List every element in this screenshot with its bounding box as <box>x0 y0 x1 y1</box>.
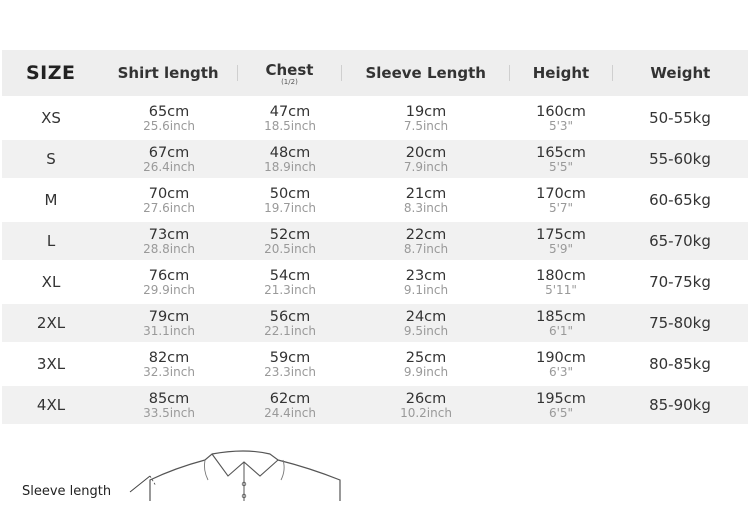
cell-height <box>510 350 612 379</box>
sleeve-length-inch: 10.2inch <box>400 405 452 420</box>
cell-weight <box>612 191 748 209</box>
shirt-length-inch: 29.9inch <box>143 282 195 297</box>
cell-sleeve-length <box>342 391 510 420</box>
cell-weight <box>612 355 748 373</box>
size-value: 4XL <box>36 396 66 414</box>
cell-sleeve-length <box>342 104 510 133</box>
sleeve-length-cm: 24cm <box>405 308 447 325</box>
chest-inch: 18.5inch <box>264 118 316 133</box>
cell-sleeve-length <box>342 350 510 379</box>
cell-sleeve-length <box>342 186 510 215</box>
shirt-diagram <box>0 440 750 501</box>
header-chest-label: Chest <box>265 60 314 79</box>
height-ft: 5'11" <box>545 282 577 297</box>
sleeve-length-inch: 7.5inch <box>403 118 449 133</box>
size-value: 3XL <box>36 355 66 373</box>
cell-weight <box>612 109 748 127</box>
size-value: L <box>46 232 56 250</box>
shirt-length-cm: 70cm <box>148 185 190 202</box>
sleeve-length-inch: 9.1inch <box>403 282 449 297</box>
weight-value: 75-80kg <box>649 314 711 332</box>
header-size <box>2 62 99 84</box>
cell-height <box>510 186 612 215</box>
cell-chest <box>238 227 342 256</box>
chest-inch: 18.9inch <box>264 159 316 174</box>
weight-value: 55-60kg <box>649 150 711 168</box>
header-chest <box>238 61 341 86</box>
chest-cm: 54cm <box>269 267 311 284</box>
height-ft: 6'3" <box>548 364 574 379</box>
sleeve-length-inch: 9.9inch <box>403 364 449 379</box>
cell-shirt-length <box>100 309 238 338</box>
cell-sleeve-length <box>342 145 510 174</box>
height-ft: 6'5" <box>548 405 574 420</box>
height-cm: 175cm <box>536 226 586 243</box>
cell-size <box>2 355 100 373</box>
shirt-length-inch: 26.4inch <box>143 159 195 174</box>
shirt-length-cm: 76cm <box>148 267 190 284</box>
sleeve-length-inch: 8.7inch <box>403 241 449 256</box>
cell-size <box>2 109 100 127</box>
height-cm: 180cm <box>536 267 586 284</box>
size-value: XS <box>41 109 61 127</box>
weight-value: 50-55kg <box>649 109 711 127</box>
cell-chest <box>238 186 342 215</box>
chest-cm: 59cm <box>269 349 311 366</box>
height-ft: 5'9" <box>548 241 574 256</box>
height-ft: 6'1" <box>548 323 574 338</box>
cell-shirt-length <box>100 145 238 174</box>
cell-chest <box>238 391 342 420</box>
header-sleeve-length-label: Sleeve Length <box>365 64 486 82</box>
cell-height <box>510 227 612 256</box>
chest-cm: 52cm <box>269 226 311 243</box>
height-ft: 5'7" <box>548 200 574 215</box>
chest-inch: 21.3inch <box>264 282 316 297</box>
chest-cm: 56cm <box>269 308 311 325</box>
shirt-length-inch: 28.8inch <box>143 241 195 256</box>
header-chest-sub: (1/2) <box>281 77 298 86</box>
height-cm: 170cm <box>536 185 586 202</box>
height-ft: 5'5" <box>548 159 574 174</box>
table-header-row <box>2 50 748 96</box>
cell-chest <box>238 350 342 379</box>
header-weight <box>613 64 748 82</box>
weight-value: 80-85kg <box>649 355 711 373</box>
table-row <box>2 140 748 178</box>
cell-weight <box>612 314 748 332</box>
cell-chest <box>238 268 342 297</box>
header-shirt-length-label: Shirt length <box>117 64 219 82</box>
chest-inch: 24.4inch <box>264 405 316 420</box>
table-row <box>2 99 748 137</box>
shirt-outline-illustration <box>0 440 750 501</box>
shirt-length-cm: 67cm <box>148 144 190 161</box>
shirt-length-inch: 27.6inch <box>143 200 195 215</box>
cell-weight <box>612 396 748 414</box>
chest-cm: 47cm <box>269 103 311 120</box>
table-body <box>2 99 748 424</box>
cell-shirt-length <box>100 391 238 420</box>
table-row <box>2 345 748 383</box>
shirt-length-inch: 32.3inch <box>143 364 195 379</box>
sleeve-length-cm: 26cm <box>405 390 447 407</box>
height-cm: 165cm <box>536 144 586 161</box>
chest-inch: 22.1inch <box>264 323 316 338</box>
cell-shirt-length <box>100 186 238 215</box>
weight-value: 65-70kg <box>649 232 711 250</box>
sleeve-length-cm: 23cm <box>405 267 447 284</box>
shirt-length-inch: 25.6inch <box>143 118 195 133</box>
shirt-length-cm: 79cm <box>148 308 190 325</box>
size-value: XL <box>41 273 61 291</box>
cell-chest <box>238 309 342 338</box>
shirt-length-inch: 31.1inch <box>143 323 195 338</box>
size-value: 2XL <box>36 314 66 332</box>
weight-value: 85-90kg <box>649 396 711 414</box>
sleeve-length-label: Sleeve length <box>22 484 112 499</box>
cell-size <box>2 232 100 250</box>
header-shirt-length <box>99 64 236 82</box>
chest-cm: 50cm <box>269 185 311 202</box>
header-height-label: Height <box>532 64 590 82</box>
cell-shirt-length <box>100 268 238 297</box>
cell-weight <box>612 273 748 291</box>
header-sleeve-length <box>342 64 509 82</box>
table-row <box>2 222 748 260</box>
shirt-length-cm: 65cm <box>148 103 190 120</box>
chest-inch: 23.3inch <box>264 364 316 379</box>
height-cm: 160cm <box>536 103 586 120</box>
sleeve-length-inch: 9.5inch <box>403 323 449 338</box>
cell-shirt-length <box>100 227 238 256</box>
cell-weight <box>612 150 748 168</box>
cell-chest <box>238 104 342 133</box>
header-size-label: SIZE <box>25 62 76 84</box>
table-row <box>2 181 748 219</box>
cell-shirt-length <box>100 104 238 133</box>
height-cm: 185cm <box>536 308 586 325</box>
sleeve-length-cm: 22cm <box>405 226 447 243</box>
cell-size <box>2 150 100 168</box>
size-value: S <box>46 150 56 168</box>
chest-inch: 19.7inch <box>264 200 316 215</box>
chest-cm: 62cm <box>269 390 311 407</box>
table-row <box>2 386 748 424</box>
size-value: M <box>44 191 58 209</box>
cell-chest <box>238 145 342 174</box>
cell-size <box>2 314 100 332</box>
shirt-length-cm: 82cm <box>148 349 190 366</box>
sleeve-length-cm: 20cm <box>405 144 447 161</box>
cell-height <box>510 268 612 297</box>
cell-size <box>2 273 100 291</box>
sleeve-length-cm: 25cm <box>405 349 447 366</box>
chest-cm: 48cm <box>269 144 311 161</box>
height-ft: 5'3" <box>548 118 574 133</box>
size-chart-table <box>2 50 748 424</box>
cell-height <box>510 391 612 420</box>
sleeve-length-cm: 21cm <box>405 185 447 202</box>
cell-shirt-length <box>100 350 238 379</box>
shirt-length-inch: 33.5inch <box>143 405 195 420</box>
cell-sleeve-length <box>342 227 510 256</box>
height-cm: 190cm <box>536 349 586 366</box>
table-row <box>2 304 748 342</box>
header-height <box>510 64 611 82</box>
height-cm: 195cm <box>536 390 586 407</box>
cell-size <box>2 396 100 414</box>
cell-weight <box>612 232 748 250</box>
weight-value: 60-65kg <box>649 191 711 209</box>
cell-sleeve-length <box>342 309 510 338</box>
cell-sleeve-length <box>342 268 510 297</box>
sleeve-length-inch: 8.3inch <box>403 200 449 215</box>
weight-value: 70-75kg <box>649 273 711 291</box>
cell-height <box>510 145 612 174</box>
table-row <box>2 263 748 301</box>
header-weight-label: Weight <box>650 64 711 82</box>
cell-size <box>2 191 100 209</box>
cell-height <box>510 104 612 133</box>
shirt-length-cm: 73cm <box>148 226 190 243</box>
shirt-length-cm: 85cm <box>148 390 190 407</box>
sleeve-length-cm: 19cm <box>405 103 447 120</box>
chest-inch: 20.5inch <box>264 241 316 256</box>
cell-height <box>510 309 612 338</box>
sleeve-length-inch: 7.9inch <box>403 159 449 174</box>
